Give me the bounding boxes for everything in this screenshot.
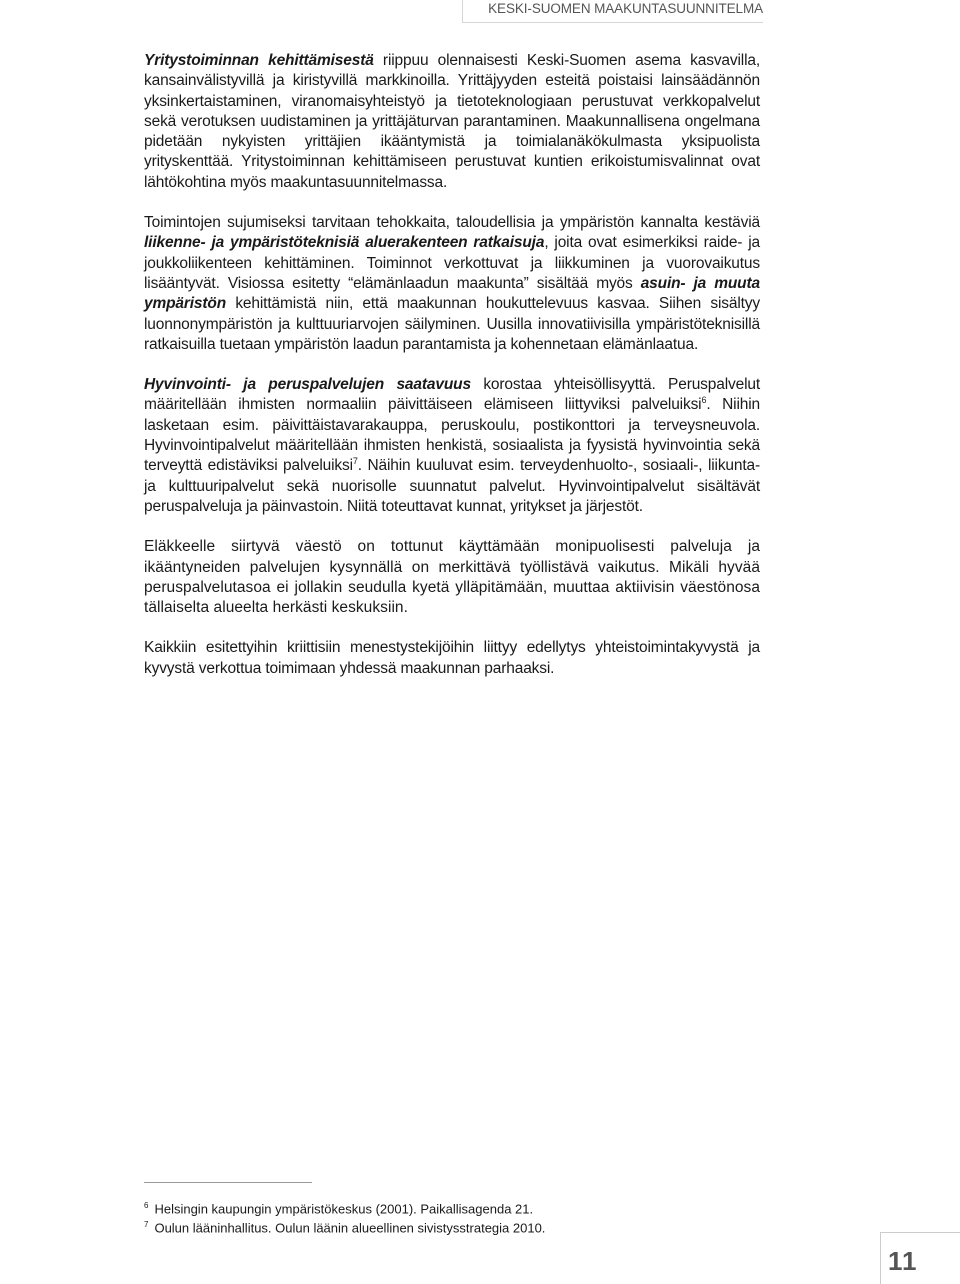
footnote-number: 6	[144, 1201, 149, 1210]
emphasis-services-availability: Hyvinvointi- ja peruspalvelujen saatavuus	[144, 376, 471, 394]
paragraph-business	[144, 51, 760, 193]
paragraph-cooperation: Kaikkiin esitettyihin kriittisiin menestystekijöihin liittyy edellytys yhteistoimintakyvystä ja kyvystä verkottua toimimaan yhdessä maakunnan parhaaksi.	[144, 639, 760, 677]
footnote-ref-6[interactable]: 6	[701, 395, 707, 406]
emphasis-business-development: Yritystoiminnan kehittämisestä	[144, 52, 374, 69]
footnote-6	[144, 1198, 760, 1217]
page-number-rule	[880, 1232, 881, 1284]
emphasis-living-environment: asuin- ja muuta ympäristön	[144, 274, 760, 313]
emphasis-environmental-solutions: liikenne- ja ympäristöteknisiä aluerakenteen ratkaisuja	[144, 234, 545, 252]
text-services-2: . Niihin lasketaan esim. päivittäistavarakauppa, peruskoulu, postikonttori ja terveysneuvola. Hyvinvointipalvelut määritellään ihmisten henkistä, sosiaalista ja fyysistä hyvinvointia sekä terveyttä edistäviksi palveluiksi	[144, 396, 760, 475]
footnote-7	[144, 1217, 760, 1236]
text-business: riippuu olennaisesti Keski-Suomen asema kasvavilla, kansainvälistyvillä ja kiristyvillä markkinoilla. Yrittäjyyden esteitä poistaisi lainsäädännön yksinkertaistaminen, viranomaisyhteistyö ja tietoteknologiaan perustuvat verkkopalvelut sekä verotuksen uudistaminen ja yrittäjäturvan parantaminen. Maakunnallisena ongelmana pidetään nykyisten yrittäjien ikääntymistä ja toimialanäkökulmasta yksipuolista yrityskenttää. Yritystoiminnan kehittämiseen perustuvat kuntien erikoistumisvalinnat ovat lähtökohtina myös maakuntasuunnitelmassa.	[144, 52, 760, 191]
running-header	[462, 0, 763, 23]
footnote-ref-7[interactable]: 7	[352, 456, 358, 467]
running-header-title: KESKI-SUOMEN MAAKUNTASUUNNITELMA	[488, 1, 763, 16]
page-number: 11	[888, 1246, 918, 1276]
text-infra-2: , joita ovat esimerkiksi raide- ja joukkoliikenteen kehittäminen. Toiminnot verkottuvat ja liikkuminen ja vuorovaikutus lisääntyvät. Visiossa esitetty “elämänlaadun maakunta” sisältää myös	[144, 234, 760, 292]
text-infra-1: Toimintojen sujumiseksi tarvitaan tehokkaita, taloudellisia ja ympäristön kannalta kestäviä	[144, 214, 760, 232]
page-number-rule-top	[880, 1232, 960, 1233]
body-text	[144, 51, 760, 699]
paragraph-elderly: Eläkkeelle siirtyvä väestö on tottunut käyttämään monipuolisesti palveluja ja ikääntyneiden palvelujen kysynnällä on merkittävä työllistävä vaikutus. Mikäli hyvää peruspalvelutasoa ei jollakin seudulla kyetä ylläpitämään, muuttaa aktiivisin väestönosa tällaiselta alueelta herkästi keskuksiin.	[144, 538, 760, 617]
footnote-number: 7	[144, 1220, 149, 1230]
footnote-divider	[144, 1182, 312, 1183]
footnote-text: Oulun lääninhallitus. Oulun läänin alueellinen sivistysstrategia 2010.	[154, 1220, 546, 1236]
page-number-box	[880, 1232, 960, 1284]
text-infra-3: kehittämistä niin, että maakunnan houkuttelevuus kasvaa. Siihen sisältyy luonnonympäristön ja kulttuuriarvojen säilyminen. Uusilla innovatiivisilla ympäristöteknisillä ratkaisuilla tuetaan ympäristön laadun parantamista ja kohennetaan elämänlaatua.	[144, 295, 760, 353]
footnote-text: Helsingin kaupungin ympäristökeskus (2001). Paikallisagenda 21.	[154, 1201, 534, 1217]
footnotes	[144, 1198, 760, 1237]
paragraph-services	[144, 375, 760, 517]
paragraph-infrastructure	[144, 213, 760, 355]
text-services-1: korostaa yhteisöllisyyttä. Peruspalvelut määritellään ihmisten normaaliin päivittäiseen elämiseen liittyviksi palveluiksi	[144, 376, 760, 414]
text-services-3: . Näihin kuuluvat esim. terveydenhuolto-, sosiaali-, liikunta- ja kulttuuripalvelut sekä nuorisolle suunnatut palvelut. Hyvinvointipalvelut sisältävät peruspalveluja ja päinvastoin. Niitä toteuttavat kunnat, yritykset ja järjestöt.	[144, 457, 761, 515]
